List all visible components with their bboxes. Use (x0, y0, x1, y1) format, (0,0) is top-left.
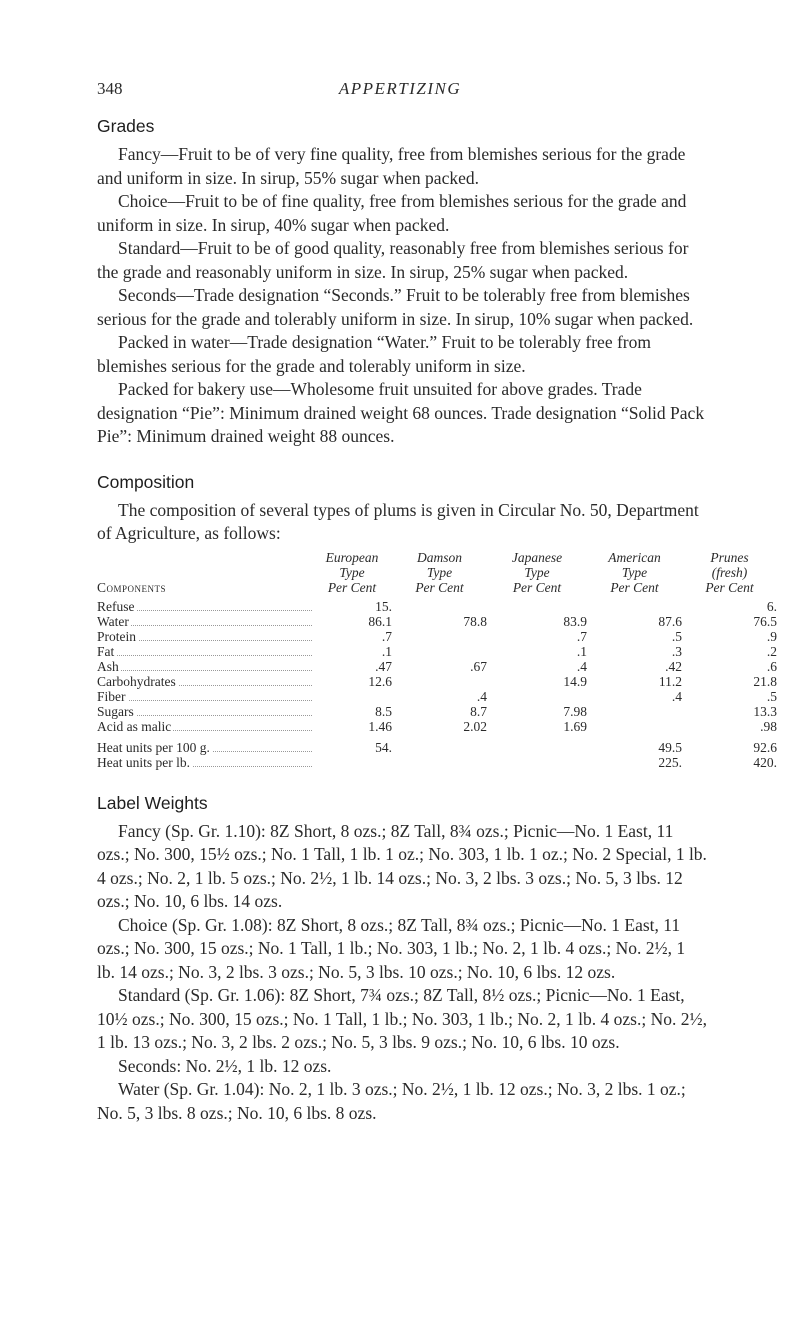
col-prunes-title: Prunes (710, 549, 749, 565)
table-cell: .1 (381, 643, 392, 659)
table-row (97, 704, 777, 719)
row-label-cell (97, 599, 312, 614)
table-row (97, 659, 777, 674)
row-label: Water (97, 613, 129, 629)
col-european-unit: Per Cent (327, 579, 377, 595)
page-header (97, 79, 703, 103)
table-cell: .2 (766, 643, 777, 659)
label-weight-paragraph: Standard (Sp. Gr. 1.06): 8Z Short, 7¾ ozs.; 8Z Tall, 8½ ozs.; Picnic—No. 1 East, 10½ ozs.; No. 300, 15 ozs.; No. 1 Tall, 1 lb.; No. 303, 1 lb.; No. 2, 1 lb. 4 ozs.; No. 2½, 1 lb. 13 ozs.; No. 3, 2 lbs. 2 ozs.; No. 5, 3 lbs. 9 ozs.; No. 10, 6 lbs. 10 ozs. (97, 985, 707, 1052)
col-prunes-unit: Per Cent (705, 579, 754, 595)
row-label: Refuse (97, 598, 135, 614)
table-header-row (97, 565, 777, 580)
row-label: Carbohydrates (97, 673, 176, 689)
grades-section (97, 116, 707, 449)
col-japanese-sub: Type (524, 564, 550, 580)
table-cell: .7 (576, 628, 587, 644)
table-cell: .5 (766, 688, 777, 704)
table-cell: 1.69 (563, 718, 587, 734)
table-cell (392, 755, 487, 770)
grade-paragraph: Packed in water—Trade designation “Water.” Fruit to be tolerably free from blemishes serious for the grade and tolerably uniform in size. (97, 332, 651, 376)
col-damson-sub: Type (426, 564, 453, 580)
grade-paragraph: Packed for bakery use—Wholesome fruit unsuited for above grades. Trade designation “Pie”: Minimum drained weight 68 ounces. Trade designation “Solid Pack Pie”: Minimum drained weight 88 ounces. (97, 379, 705, 446)
grade-paragraph: Seconds—Trade designation “Seconds.” Fruit to be tolerably free from blemishes serious for the grade and tolerably uniform in size. In sirup, 10% sugar when packed. (97, 285, 694, 329)
col-prunes-sub: (fresh) (711, 564, 748, 580)
table-row (97, 755, 777, 770)
table-cell: 6. (766, 598, 777, 614)
table-row (97, 674, 777, 689)
row-label: Acid as malic (97, 718, 172, 734)
table-cell (587, 704, 682, 719)
table-cell (392, 674, 487, 689)
table-cell: 11.2 (658, 673, 682, 689)
table-cell: .7 (381, 628, 392, 644)
grades-heading: Grades (97, 116, 155, 136)
table-cell: 7.98 (563, 703, 587, 719)
table-row (97, 629, 777, 644)
table-cell (312, 755, 392, 770)
table-cell: .9 (766, 628, 777, 644)
row-label: Heat units per lb. (97, 754, 190, 770)
composition-table (97, 550, 777, 770)
row-label-cell (97, 659, 312, 674)
label-weights-heading: Label Weights (97, 792, 208, 813)
dot-leader (97, 670, 312, 671)
table-header-row (97, 550, 777, 565)
label-weight-paragraph: Seconds: No. 2½, 1 lb. 12 ozs. (118, 1055, 332, 1076)
table-cell (487, 755, 587, 770)
table-cell: .1 (576, 643, 587, 659)
row-label: Fiber (97, 688, 126, 704)
composition-intro: The composition of several types of plums is given in Circular No. 50, Department of Agriculture, as follows: (97, 499, 699, 543)
col-japanese-unit: Per Cent (512, 579, 562, 595)
page-content (97, 116, 777, 1125)
col-components: Components (97, 579, 167, 595)
table-cell (392, 599, 487, 614)
table-cell (312, 689, 392, 704)
grade-paragraph: Choice—Fruit to be of fine quality, free from blemishes serious for the grade and uniform in size. In sirup, 40% sugar when packed. (97, 191, 687, 235)
table-row (97, 599, 777, 614)
grade-paragraph: Standard—Fruit to be of good quality, reasonably free from blemishes serious for the grade and reasonably uniform in size. In sirup, 25% sugar when packed. (97, 238, 689, 282)
table-cell: .5 (671, 628, 682, 644)
table-cell: 87.6 (658, 613, 682, 629)
table-cell: 12.6 (368, 673, 392, 689)
table-row (97, 719, 777, 734)
table-row (97, 740, 777, 755)
table-cell: .4 (476, 688, 487, 704)
col-japanese-title: Japanese (511, 549, 563, 565)
label-weights-section (97, 793, 707, 1126)
table-cell: 21.8 (753, 673, 777, 689)
table-cell (487, 689, 587, 704)
label-weight-paragraph: Choice (Sp. Gr. 1.08): 8Z Short, 8 ozs.; 8Z Tall, 8¾ ozs.; Picnic—No. 1 East, 11 ozs.; No. 300, 15 ozs.; No. 1 Tall, 1 lb.; No. 303, 1 lb.; No. 2, 1 lb. 4 ozs.; No. 2½, 1 lb. 14 ozs.; No. 3, 2 lbs. 3 ozs.; No. 5, 3 lbs. 10 ozs.; No. 10, 6 lbs. 12 ozs. (97, 914, 686, 982)
table-cell (587, 719, 682, 734)
table-cell: 76.5 (753, 613, 777, 629)
col-american-unit: Per Cent (610, 579, 659, 595)
composition-heading: Composition (97, 471, 195, 492)
table-row (97, 689, 777, 704)
dot-leader (97, 655, 312, 656)
row-label-cell (97, 614, 312, 629)
table-cell: 83.9 (563, 613, 587, 629)
table-cell: 54. (375, 739, 392, 755)
row-label: Fat (97, 643, 115, 659)
row-label: Heat units per 100 g. (97, 739, 210, 755)
label-weight-paragraph: Fancy (Sp. Gr. 1.10): 8Z Short, 8 ozs.; 8Z Tall, 8¾ ozs.; Picnic—No. 1 East, 11 ozs.; No. 300, 15½ ozs.; No. 1 Tall, 1 lb. 1 oz.; No. 303, 1 lb. 1 oz.; No. 2 Special, 1 lb. 4 ozs.; No. 2, 1 lb. 5 ozs.; No. 2½, 1 lb. 14 ozs.; No. 3, 2 lbs. 3 ozs.; No. 5, 3 lbs. 12 ozs.; No. 10, 6 lbs. 14 ozs. (97, 820, 707, 911)
table-cell (587, 599, 682, 614)
table-cell: 15. (375, 598, 392, 614)
running-title: APPERTIZING (338, 79, 462, 98)
table-cell: 92.6 (753, 739, 777, 755)
dot-leader (97, 700, 312, 701)
table-cell: .42 (665, 658, 682, 674)
row-label: Ash (97, 658, 119, 674)
table-cell (392, 740, 487, 755)
table-cell: 49.5 (658, 739, 682, 755)
col-damson-title: Damson (416, 549, 462, 565)
row-label: Sugars (97, 703, 134, 719)
table-cell: 1.46 (368, 718, 392, 734)
table-cell: .67 (470, 658, 487, 674)
table-cell (392, 629, 487, 644)
table-cell: 14.9 (563, 673, 587, 689)
table-row (97, 644, 777, 659)
table-cell: 420. (753, 754, 777, 770)
table-cell: 8.7 (470, 703, 487, 719)
col-european-title: European (325, 549, 379, 565)
col-american-sub: Type (621, 564, 648, 580)
table-cell (392, 644, 487, 659)
table-cell: .4 (576, 658, 587, 674)
row-label-cell (97, 689, 312, 704)
composition-table-body (97, 599, 777, 770)
table-cell: 86.1 (368, 613, 392, 629)
row-label-cell (97, 644, 312, 659)
row-label-cell (97, 719, 312, 734)
col-american-title: American (608, 549, 661, 565)
col-european-sub: Type (339, 564, 365, 580)
table-cell: 225. (658, 754, 682, 770)
col-damson-unit: Per Cent (415, 579, 464, 595)
table-cell: 2.02 (463, 718, 487, 734)
page-number: 348 (97, 79, 123, 98)
table-cell: .98 (760, 718, 777, 734)
row-label-cell (97, 704, 312, 719)
row-label: Protein (97, 628, 136, 644)
grade-paragraph: Fancy—Fruit to be of very fine quality, free from blemishes serious for the grade and uniform in size. In sirup, 55% sugar when packed. (97, 144, 686, 188)
row-label-cell (97, 674, 312, 689)
row-label-cell (97, 755, 312, 770)
table-cell: .47 (375, 658, 392, 674)
table-cell (487, 599, 587, 614)
table-cell: 8.5 (375, 703, 392, 719)
table-row (97, 614, 777, 629)
table-header-row (97, 580, 777, 595)
table-cell: .3 (671, 643, 682, 659)
table-cell: .6 (766, 658, 777, 674)
label-weight-paragraph: Water (Sp. Gr. 1.04): No. 2, 1 lb. 3 ozs.; No. 2½, 1 lb. 12 ozs.; No. 3, 2 lbs. 1 oz.; No. 5, 3 lbs. 8 ozs.; No. 10, 6 lbs. 8 ozs. (97, 1079, 686, 1123)
table-cell: 13.3 (753, 703, 777, 719)
table-cell (487, 740, 587, 755)
table-cell: 78.8 (463, 613, 487, 629)
table-cell: .4 (671, 688, 682, 704)
row-label-cell (97, 629, 312, 644)
row-label-cell (97, 740, 312, 755)
composition-section (97, 471, 777, 770)
